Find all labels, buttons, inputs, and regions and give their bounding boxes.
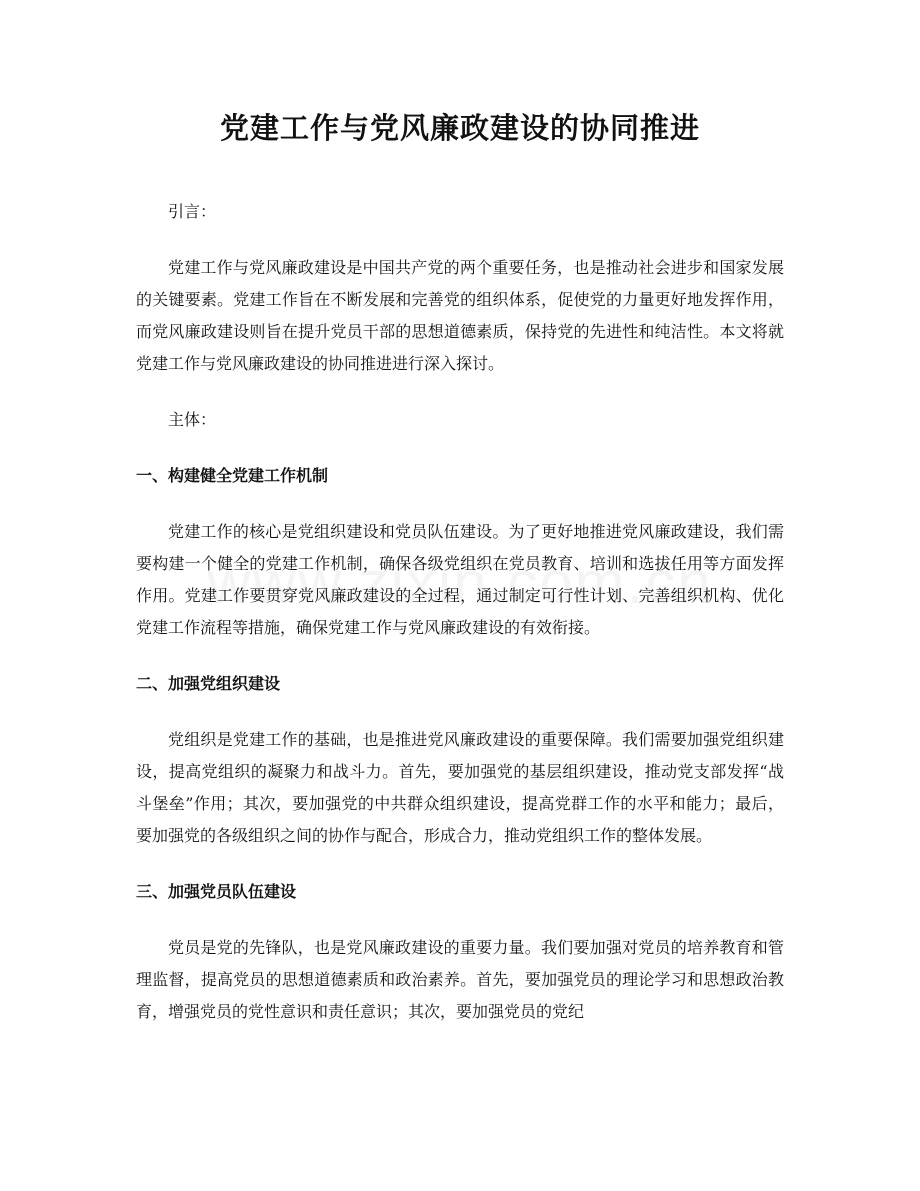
section-paragraph: 党员是党的先锋队，也是党风廉政建设的重要力量。我们要加强对党员的培养教育和管理监督，提高党员的思想道德素质和政治素养。首先，要加强党员的理论学习和思想政治教育，增强党员的党性意识和责任意识；其次，要加强党员的党纪 [136, 938, 784, 1021]
intro-paragraph: 党建工作与党风廉政建设是中国共产党的两个重要任务，也是推动社会进步和国家发展的关键要素。党建工作旨在不断发展和完善党的组织体系，促使党的力量更好地发挥作用，而党风廉政建设则旨在提升党员干部的思想道德素质，保持党的先进性和纯洁性。本文将就党建工作与党风廉政建设的协同推进进行深入探讨。 [136, 258, 784, 373]
section-2 [136, 668, 784, 852]
section-paragraph: 党建工作的核心是党组织建设和党员队伍建设。为了更好地推进党风廉政建设，我们需要构建一个健全的党建工作机制，确保各级党组织在党员教育、培训和选拔任用等方面发挥作用。党建工作要贯穿党风廉政建设的全过程，通过制定可行性计划、完善组织机构、优化党建工作流程等措施，确保党建工作与党风廉政建设的有效衔接。 [136, 522, 784, 637]
section-paragraph: 党组织是党建工作的基础，也是推进党风廉政建设的重要保障。我们需要加强党组织建设，提高党组织的凝聚力和战斗力。首先，要加强党的基层组织建设，推动党支部发挥“战斗堡垒”作用；其次，要加强党的中共群众组织建设，提高党群工作的水平和能力；最后，要加强党的各级组织之间的协作与配合，形成合力，推动党组织工作的整体发展。 [136, 730, 784, 845]
document-title: 党建工作与党风廉政建设的协同推进 [219, 111, 700, 145]
section-heading: 一、构建健全党建工作机制 [136, 466, 329, 485]
section-heading: 二、加强党组织建设 [136, 674, 281, 693]
section-3 [136, 876, 784, 1028]
section-1 [136, 460, 784, 644]
document-content [136, 108, 784, 1052]
intro-label: 引言： [168, 202, 217, 221]
body-label: 主体： [168, 410, 217, 429]
section-heading: 三、加强党员队伍建设 [136, 882, 297, 901]
